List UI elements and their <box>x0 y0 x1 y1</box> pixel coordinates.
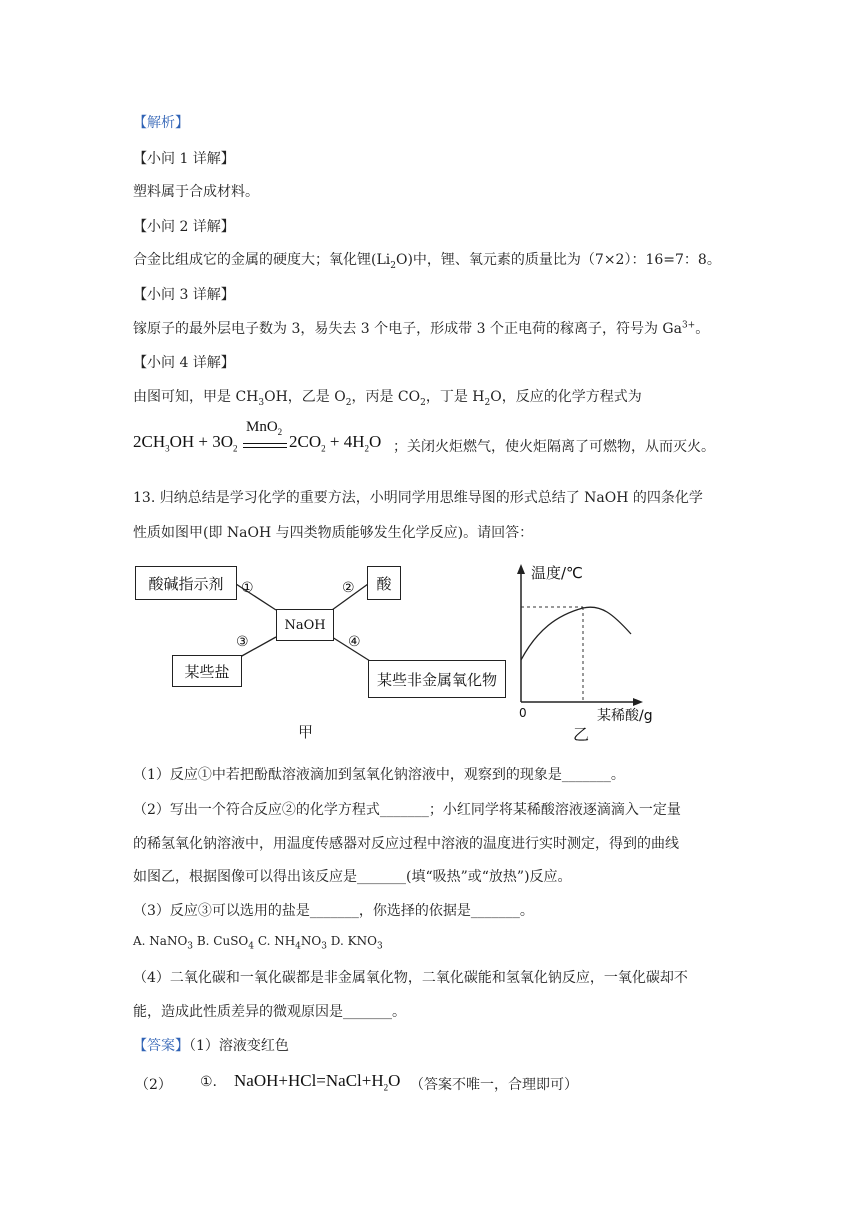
q2-text: 合金比组成它的金属的硬度大；氧化锂$(Li_2O)$中，锂、氧元素的质量比为（7×2）：16=7：8。 <box>133 252 721 271</box>
answer-1: （1）溶液变红色 <box>189 1038 289 1054</box>
q3-text: 镓原子的最外层电子数为 3，易失去 3 个电子，形成带 3 个正电荷的稼离子，符号为 $Ga^{3+}$。 <box>133 320 710 337</box>
q13-line1: 13. 归纳总结是学习化学的重要方法，小明同学用思维导图的形式总结了 NaOH 的四条化学 <box>133 490 703 506</box>
answer-line1 <box>133 1035 289 1055</box>
options: A. NaNO$_3$ B. CuSO$_4$ C. $NH_4NO_3$ D. $KNO_3$ <box>133 934 383 952</box>
sub2-line1: （2）写出一个符合反应②的化学方程式_______；小红同学将某稀酸溶液逐滴滴入一定量 <box>133 802 681 818</box>
y-axis-arrow <box>517 564 525 574</box>
answer-2-note: （答案不唯一，合理即可） <box>410 1077 578 1093</box>
eq-catalyst: MnO$_2$ <box>246 419 283 437</box>
eq-note: ；关闭火炬燃气，使火炬隔离了可燃物，从而灭火。 <box>393 439 715 455</box>
caption-yi: 乙 <box>573 725 590 744</box>
mark-1: ① <box>241 580 254 596</box>
q1-text: 塑料属于合成材料。 <box>133 184 259 200</box>
mark-4: ④ <box>348 634 361 650</box>
origin-label: 0 <box>519 706 527 720</box>
node-nonmetal-oxide: 某些非金属氧化物 <box>368 660 506 698</box>
x-axis-arrow <box>633 698 643 706</box>
q13-line2: 性质如图甲(即 NaOH 与四类物质能够发生化学反应)。请回答： <box>133 525 534 541</box>
q4-text: 由图可知，甲是 $CH_3OH$，乙是 $O_2$，丙是 $CO_2$，丁是 $H_2O$，反应的化学方程式为 <box>133 389 642 408</box>
node-naoh: NaOH <box>276 609 334 641</box>
sub4-line2: 能，造成此性质差异的微观原因是_______。 <box>133 1004 406 1020</box>
temperature-curve <box>521 607 631 660</box>
answer-label: 【答案】 <box>133 1038 189 1054</box>
answer-2-item: ①. <box>200 1074 218 1090</box>
x-axis-label: 某稀酸/g <box>597 708 653 724</box>
analysis-header: 【解析】 <box>133 115 189 131</box>
sub1: （1）反应①中若把酚酞溶液滴加到氢氧化钠溶液中，观察到的现象是_______。 <box>133 767 625 783</box>
caption-jia: 甲 <box>298 723 314 741</box>
eq-reactants: $2CH_3OH + 3O_2$ <box>133 432 238 454</box>
answer-2-equation: $NaOH+HCl=NaCl+H_2O$ <box>234 1071 401 1093</box>
mark-3: ③ <box>236 634 249 650</box>
sub3: （3）反应③可以选用的盐是_______，你选择的依据是_______。 <box>133 903 534 919</box>
chart-yi <box>505 560 665 745</box>
sub4-line1: （4）二氧化碳和一氧化碳都是非金属氧化物，二氧化碳能和氢氧化钠反应，一氧化碳却不 <box>133 970 688 986</box>
node-salt: 某些盐 <box>172 655 242 687</box>
answer-2-number: （2） <box>135 1077 172 1093</box>
q4-header: 【小问 4 详解】 <box>133 355 235 371</box>
sub2-line3: 如图乙，根据图像可以得出该反应是_______(填“吸热”或“放热”)反应。 <box>133 869 572 885</box>
q3-header: 【小问 3 详解】 <box>133 287 235 303</box>
mark-2: ② <box>342 580 355 596</box>
eq-products: $2CO_2 + 4H_2O$ <box>289 432 382 454</box>
node-indicator: 酸碱指示剂 <box>135 566 237 600</box>
sub2-line2: 的稀氢氧化钠溶液中，用温度传感器对反应过程中溶液的温度进行实时测定，得到的曲线 <box>133 836 679 852</box>
node-acid: 酸 <box>367 566 401 600</box>
q1-header: 【小问 1 详解】 <box>133 151 235 167</box>
y-axis-label: 温度/℃ <box>531 564 583 582</box>
q2-header: 【小问 2 详解】 <box>133 219 235 235</box>
